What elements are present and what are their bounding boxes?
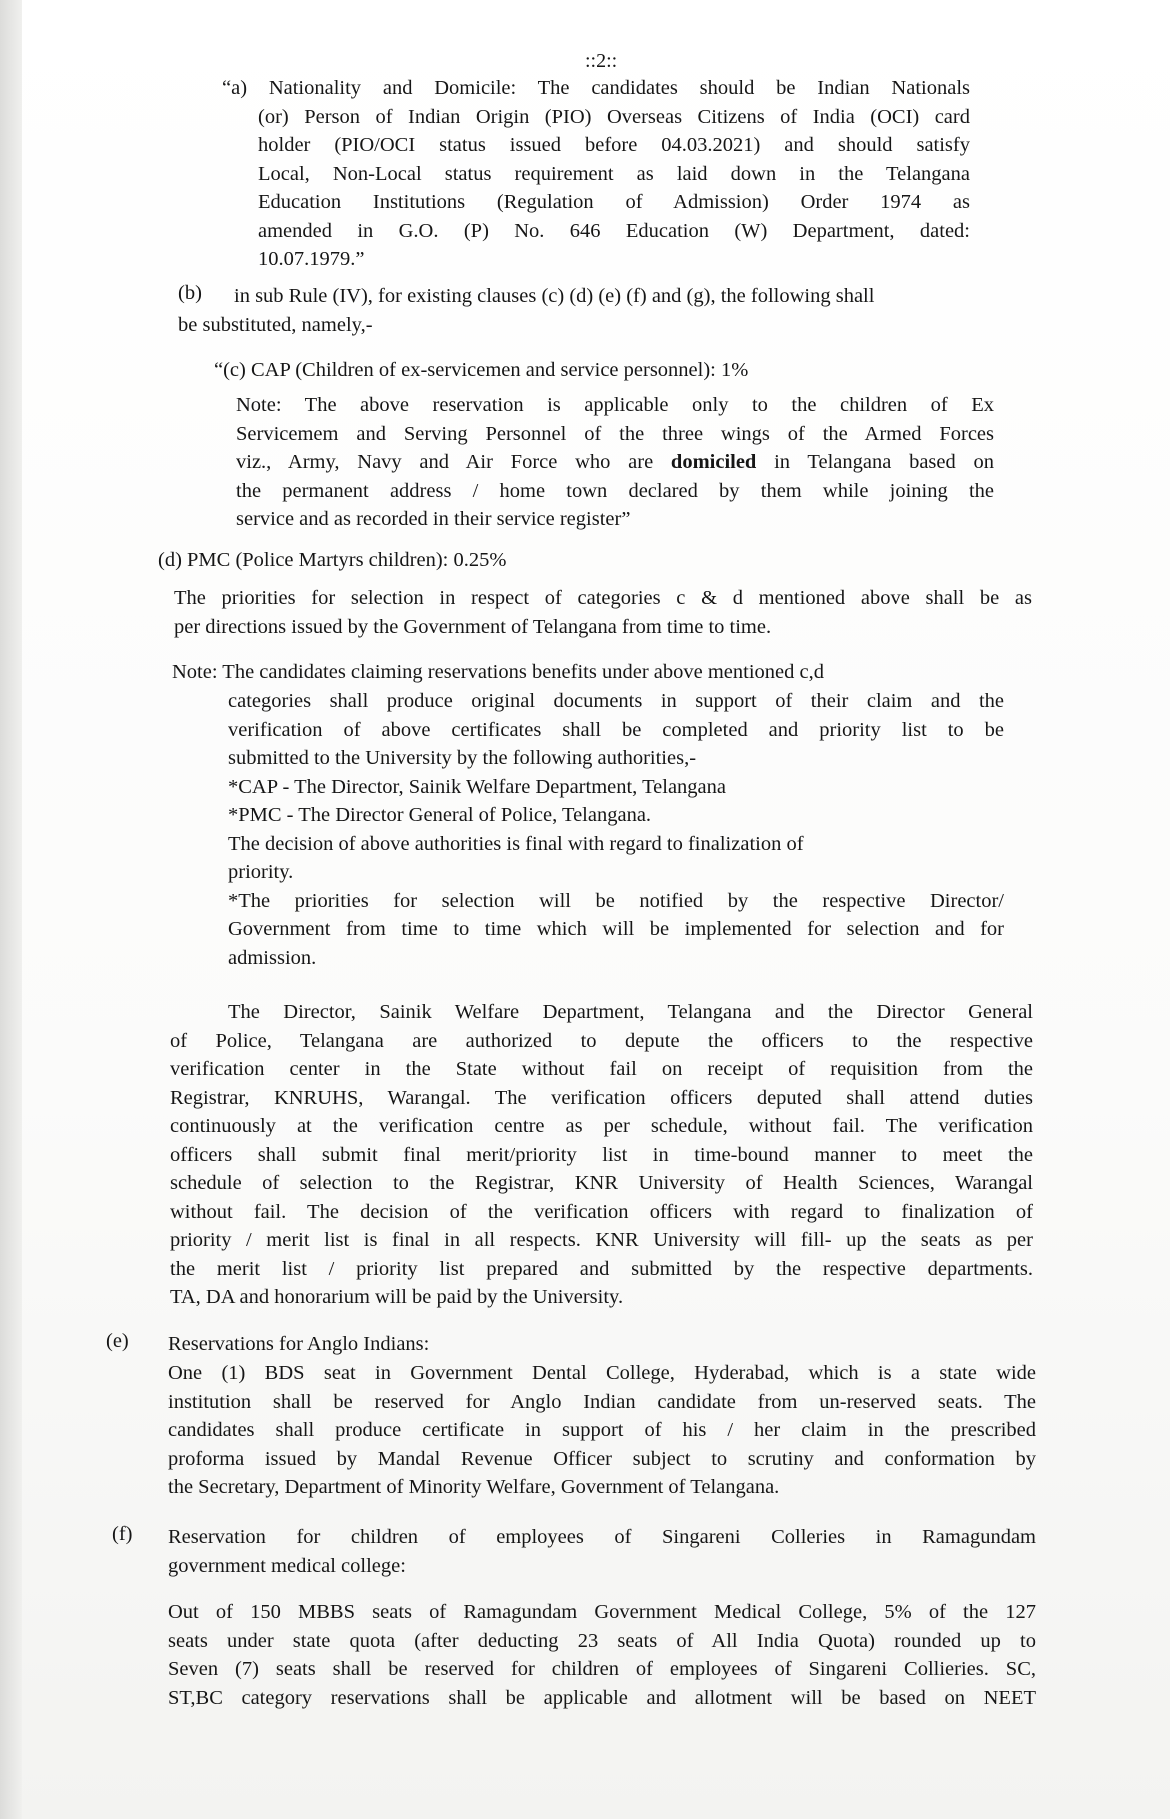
para-e — [168, 1359, 1036, 1502]
para-f-line: Out of 150 MBBS seats of Ramagundam Government Medical College, 5% of the 127 — [168, 1601, 1036, 1623]
note-line: *CAP - The Director, Sainik Welfare Department, Telangana — [228, 775, 726, 798]
note-first-line: Note: The candidates claiming reservations benefits under above mentioned c,d — [172, 661, 824, 683]
para-f-heading-line: government medical college: — [168, 1554, 406, 1577]
director-para-line: priority / merit list is final in all respects. KNR University will fill- up the seats as per — [170, 1229, 1033, 1251]
note-block — [228, 687, 1004, 972]
para-c-note-line: viz., Army, Navy and Air Force who are domiciled in Telangana based on — [236, 451, 994, 473]
director-para-line: verification center in the State without fail on receipt of requisition from the — [170, 1058, 1033, 1080]
para-f-line: ST,BC category reservations shall be applicable and allotment will be based on NEET — [168, 1686, 1036, 1709]
director-para-line: The Director, Sainik Welfare Department, Telangana and the Director General — [228, 1001, 1033, 1023]
director-para-line: the merit list / priority list prepared and submitted by the respective departments. — [170, 1257, 1033, 1280]
para-a — [222, 74, 970, 274]
para-a-line: amended in G.O. (P) No. 646 Education (W) Department, dated: — [258, 219, 970, 242]
page-number: ::2:: — [585, 50, 618, 72]
para-d-line: per directions issued by the Government of Telangana from time to time. — [174, 615, 772, 638]
para-f-line: seats under state quota (after deducting 23 seats of All India Quota) rounded up to — [168, 1629, 1036, 1652]
director-para-line: officers shall submit final merit/priority list in time-bound manner to meet the — [170, 1143, 1033, 1166]
para-f-line: Seven (7) seats shall be reserved for children of employees of Singareni Collieries. SC, — [168, 1658, 1036, 1680]
note-line: The decision of above authorities is final with regard to finalization of — [228, 832, 804, 855]
para-e-heading: Reservations for Anglo Indians: — [168, 1333, 430, 1355]
para-d-priority — [174, 584, 1032, 641]
note-line: Government from time to time which will be implemented for selection and for — [228, 918, 1004, 940]
para-d-line: The priorities for selection in respect of categories c & d mentioned above shall be as — [174, 587, 1032, 609]
para-a-line: Education Institutions (Regulation of Admission) Order 1974 as — [258, 191, 970, 213]
director-para — [170, 998, 1033, 1312]
para-f-heading-line: Reservation for children of employees of Singareni Colleries in Ramagundam — [168, 1526, 1036, 1548]
director-para-line: continuously at the verification centre as per schedule, without fail. The verification — [170, 1115, 1033, 1137]
para-a-line: Local, Non-Local status requirement as laid down in the Telangana — [258, 162, 970, 185]
bold-word: domiciled — [670, 451, 757, 473]
para-f-label: (f) — [112, 1523, 133, 1545]
director-para-line: TA, DA and honorarium will be paid by the University. — [170, 1286, 624, 1308]
para-b-label: (b) — [178, 282, 202, 304]
para-d-heading: (d) PMC (Police Martyrs children): 0.25% — [158, 549, 507, 571]
para-b-line: in sub Rule (IV), for existing clauses (c) (d) (e) (f) and (g), the following shall — [234, 285, 875, 307]
para-b — [178, 282, 1010, 339]
para-e-line: the Secretary, Department of Minority Welfare, Government of Telangana. — [168, 1476, 780, 1498]
director-para-line: schedule of selection to the Registrar, KNR University of Health Sciences, Warangal — [170, 1172, 1033, 1194]
para-c-heading: “(c) CAP (Children of ex-servicemen and service personnel): 1% — [214, 359, 749, 381]
para-c-note-line: Note: The above reservation is applicable only to the children of Ex — [236, 394, 994, 416]
para-f-heading — [168, 1523, 1036, 1580]
para-a-line: holder (PIO/OCI status issued before 04.03.2021) and should satisfy — [258, 134, 970, 156]
director-para-line: without fail. The decision of the verification officers with regard to finalization of — [170, 1200, 1033, 1223]
para-a-line: “a) Nationality and Domicile: The candidates should be Indian Nationals — [222, 77, 970, 99]
para-a-line: (or) Person of Indian Origin (PIO) Overseas Citizens of India (OCI) card — [258, 105, 970, 128]
note-line: submitted to the University by the following authorities,- — [228, 747, 697, 769]
para-c-note-line: Servicemem and Serving Personnel of the three wings of the Armed Forces — [236, 422, 994, 445]
page-fold-shadow — [0, 0, 22, 1819]
para-e-line: candidates shall produce certificate in support of his / her claim in the prescribed — [168, 1419, 1036, 1441]
para-f — [168, 1598, 1036, 1712]
para-e-line: institution shall be reserved for Anglo Indian candidate from un-reserved seats. The — [168, 1390, 1036, 1413]
director-para-line: Registrar, KNRUHS, Warangal. The verification officers deputed shall attend duties — [170, 1086, 1033, 1109]
note-line: *The priorities for selection will be notified by the respective Director/ — [228, 889, 1004, 912]
para-b-line: be substituted, namely,- — [178, 313, 373, 336]
para-e-line: proforma issued by Mandal Revenue Officer subject to scrutiny and conformation by — [168, 1447, 1036, 1470]
para-a-line: 10.07.1979.” — [258, 248, 365, 270]
para-c-note-line: the permanent address / home town declared by them while joining the — [236, 479, 994, 502]
director-para-line: of Police, Telangana are authorized to depute the officers to the respective — [170, 1029, 1033, 1052]
note-line: categories shall produce original documents in support of their claim and the — [228, 690, 1004, 712]
note-line: priority. — [228, 861, 294, 883]
para-e-label: (e) — [106, 1330, 129, 1352]
note-line: verification of above certificates shall be completed and priority list to be — [228, 718, 1004, 741]
note-line: *PMC - The Director General of Police, Telangana. — [228, 804, 652, 826]
para-c-note-line: service and as recorded in their service register” — [236, 508, 631, 530]
note-line: admission. — [228, 946, 317, 969]
para-e-line: One (1) BDS seat in Government Dental College, Hyderabad, which is a state wide — [168, 1362, 1036, 1384]
para-c-note — [236, 391, 994, 534]
